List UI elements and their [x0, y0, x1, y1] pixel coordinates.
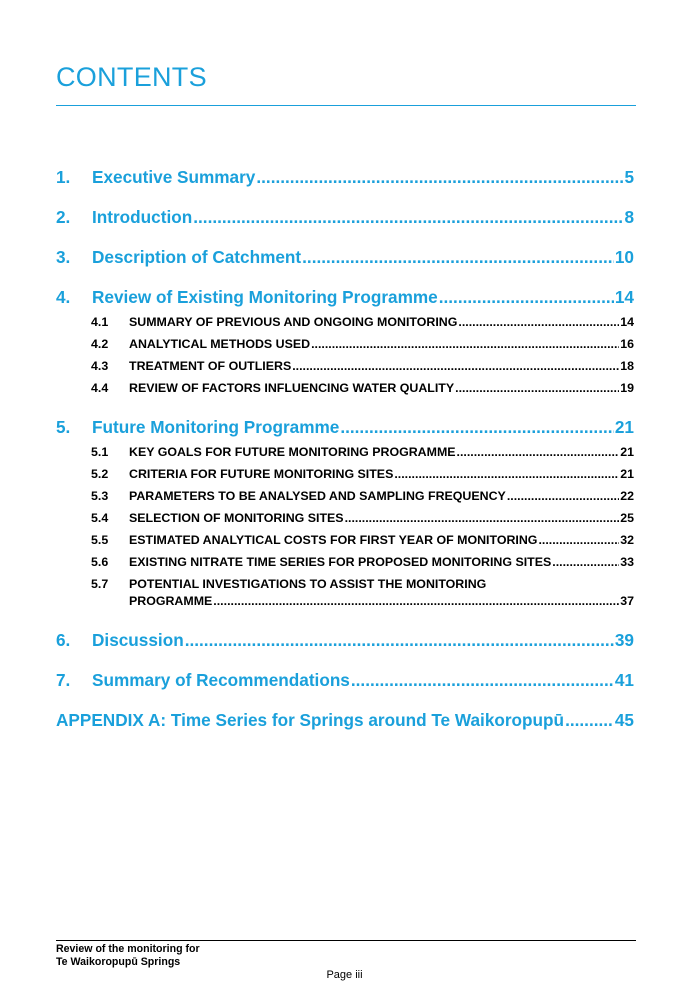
toc-subentry-title: ESTIMATED ANALYTICAL COSTS FOR FIRST YEAR OF MONITORING: [129, 533, 538, 547]
toc-entry-title: Review of Existing Monitoring Programme: [92, 287, 438, 307]
toc-subentry-title: ANALYTICAL METHODS USED: [129, 337, 311, 351]
toc-entry-page: 21: [614, 417, 634, 437]
toc-subentry-number: 4.2: [91, 337, 109, 351]
toc-entry-5[interactable]: [56, 417, 634, 438]
toc-leader: [292, 359, 619, 373]
toc-subentry-page: 19: [620, 381, 634, 395]
toc-entry-page: 41: [614, 670, 634, 690]
footer-line-2: Te Waikoropupū Springs: [56, 956, 181, 968]
footer-document-title: [56, 943, 200, 969]
toc-subentry-page: 22: [620, 489, 634, 503]
toc-subentry-title: TREATMENT OF OUTLIERS: [129, 359, 292, 373]
toc-entry-title: Description of Catchment: [92, 247, 302, 267]
toc-entry-3[interactable]: [56, 247, 634, 268]
toc-subentry-continuation: [129, 594, 634, 608]
toc-subentry-5-2[interactable]: [91, 467, 634, 481]
toc-subentry-5-6[interactable]: [91, 555, 634, 569]
toc-entry-number: 2.: [56, 207, 71, 227]
toc-subentry-number: 5.3: [91, 489, 109, 503]
toc-subentry-4-3[interactable]: [91, 359, 634, 373]
toc-leader: [457, 445, 620, 459]
toc-entry-4[interactable]: [56, 287, 634, 308]
toc-subentry-number: 4.1: [91, 315, 109, 329]
toc-subentry-number: 5.6: [91, 555, 109, 569]
toc-subentry-4-1[interactable]: [91, 315, 634, 329]
toc-subentry-page: 32: [620, 533, 634, 547]
toc-subentry-number: 5.7: [91, 577, 109, 591]
toc-subentry-number: 5.5: [91, 533, 109, 547]
toc-subentry-page: 18: [620, 359, 634, 373]
toc-subentry-title: SUMMARY OF PREVIOUS AND ONGOING MONITORING: [129, 315, 458, 329]
table-of-contents: [56, 0, 634, 1004]
toc-leader: [552, 555, 619, 569]
toc-entry-page: 14: [614, 287, 634, 307]
toc-subentry-title: PARAMETERS TO BE ANALYSED AND SAMPLING FREQUENCY: [129, 489, 506, 503]
toc-subentry-5-7[interactable]: [91, 577, 634, 611]
toc-leader: [351, 670, 614, 691]
toc-leader: [439, 287, 614, 308]
footer-divider: [56, 940, 636, 941]
toc-subentry-5-4[interactable]: [91, 511, 634, 525]
toc-entry-page: 8: [624, 207, 634, 227]
toc-appendix-a[interactable]: [56, 710, 634, 731]
toc-subentry-number: 5.2: [91, 467, 109, 481]
toc-subentry-page: 14: [620, 315, 634, 329]
toc-entry-2[interactable]: [56, 207, 634, 228]
toc-subentry-number: 4.3: [91, 359, 109, 373]
page-title: CONTENTS: [56, 62, 207, 92]
toc-subentry-5-1[interactable]: [91, 445, 634, 459]
toc-appendix-page: 45: [614, 710, 634, 730]
toc-subentry-title: SELECTION OF MONITORING SITES: [129, 511, 344, 525]
toc-entry-title: Summary of Recommendations: [92, 670, 350, 690]
toc-entry-title: Discussion: [92, 630, 184, 650]
toc-entry-number: 1.: [56, 167, 71, 187]
toc-leader: [193, 207, 623, 228]
toc-entry-1[interactable]: [56, 167, 634, 188]
toc-entry-title: Executive Summary: [92, 167, 256, 187]
toc-entry-number: 3.: [56, 247, 71, 267]
toc-entry-page: 10: [614, 247, 634, 267]
toc-entry-6[interactable]: [56, 630, 634, 651]
toc-entry-title: Future Monitoring Programme: [92, 417, 340, 437]
toc-leader: [394, 467, 619, 481]
toc-subentry-4-2[interactable]: [91, 337, 634, 351]
toc-leader: [185, 630, 614, 651]
page-number: Page iii: [326, 969, 363, 981]
toc-entry-number: 7.: [56, 670, 71, 690]
toc-leader: [311, 337, 619, 351]
toc-subentry-title: REVIEW OF FACTORS INFLUENCING WATER QUALITY: [129, 381, 455, 395]
toc-subentry-number: 5.4: [91, 511, 109, 525]
toc-entry-number: 4.: [56, 287, 71, 307]
toc-subentry-page: 25: [620, 511, 634, 525]
toc-entry-title: Introduction: [92, 207, 193, 227]
toc-subentry-page: 21: [620, 445, 634, 459]
toc-leader: [538, 533, 619, 547]
toc-leader: [213, 594, 619, 608]
toc-leader: [302, 247, 614, 268]
toc-subentry-page: 37: [620, 594, 634, 608]
toc-subentry-number: 5.1: [91, 445, 109, 459]
footer-line-1: Review of the monitoring for: [56, 943, 200, 955]
toc-entry-7[interactable]: [56, 670, 634, 691]
toc-subentry-page: 33: [620, 555, 634, 569]
toc-entry-page: 39: [614, 630, 634, 650]
toc-leader: [458, 315, 619, 329]
toc-leader: [345, 511, 620, 525]
toc-subentry-title: KEY GOALS FOR FUTURE MONITORING PROGRAMME: [129, 445, 456, 459]
toc-subentry-5-3[interactable]: [91, 489, 634, 503]
toc-leader: [340, 417, 614, 438]
toc-subentry-title: POTENTIAL INVESTIGATIONS TO ASSIST THE MONITORING: [129, 577, 487, 591]
toc-entry-number: 5.: [56, 417, 71, 437]
toc-entry-page: 5: [624, 167, 634, 187]
toc-subentry-4-4[interactable]: [91, 381, 634, 395]
toc-leader: [256, 167, 623, 188]
toc-subentry-number: 4.4: [91, 381, 109, 395]
toc-appendix-title: APPENDIX A: Time Series for Springs around Te Waikoropupū: [56, 710, 565, 730]
toc-leader: [565, 710, 614, 731]
toc-leader: [507, 489, 619, 503]
toc-subentry-title: CRITERIA FOR FUTURE MONITORING SITES: [129, 467, 394, 481]
toc-subentry-title-continued: PROGRAMME: [129, 594, 213, 608]
toc-subentry-page: 16: [620, 337, 634, 351]
toc-leader: [455, 381, 619, 395]
toc-subentry-page: 21: [620, 467, 634, 481]
toc-subentry-5-5[interactable]: [91, 533, 634, 547]
toc-entry-number: 6.: [56, 630, 71, 650]
toc-subentry-title: EXISTING NITRATE TIME SERIES FOR PROPOSED MONITORING SITES: [129, 555, 552, 569]
